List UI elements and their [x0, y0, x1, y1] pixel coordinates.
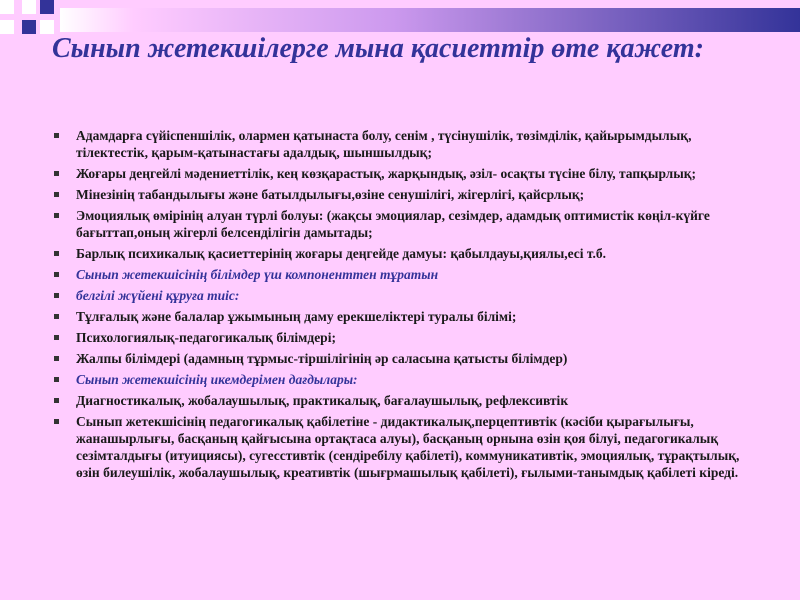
bullet-text: Барлық психикалық қасиеттерінің жоғары деңгейде дамуы: қабылдауы,қиялы,есі т.б. — [76, 246, 607, 261]
bullet-marker-icon — [54, 314, 59, 319]
bullet-marker-icon — [54, 335, 59, 340]
decor-square — [40, 0, 54, 14]
bullet-item — [52, 392, 762, 409]
bullet-item — [52, 245, 762, 262]
bullet-text: Сынып жетекшісінің педагогикалық қабілетіне - дидактикалық,перцептивтік (кәсіби қырағылығы, жанашырлығы, басқаның қайғысына ортақтаса алуы), басқаның орнына өзін қоя білуі, педагогикалық сезімталдығы (итуициясы), сугесстивтік (сендіребілу қабілеті), коммуникативтік, эмоциялық, тұрақтылық, өзін билеушілік, жобалаушылық, креативтік (шығрмашылық қабілеті), ғылыми-танымдық қабілеті кіреді. — [76, 414, 740, 480]
bullet-item — [52, 308, 762, 325]
bullet-item — [52, 207, 762, 241]
bullet-text: Сынып жетекшісінің білімдер үш компоненттен тұратын — [76, 267, 439, 282]
bullet-text: Тұлғалық және балалар ұжымының даму ерекшеліктері туралы білімі; — [76, 309, 517, 324]
bullet-item — [52, 350, 762, 367]
bullet-text: Сынып жетекшісінің икемдерімен дағдылары: — [76, 372, 358, 387]
bullet-text: Психологиялық-педагогикалық білімдері; — [76, 330, 336, 345]
bullet-item — [52, 413, 762, 481]
bullet-text: Мінезінің табандылығы және батылдылығы,өзіне сенушілігі, жігерлігі, қайсрлық; — [76, 187, 585, 202]
bullet-text: белгілі жүйені құруға тиіс: — [76, 288, 240, 303]
bullet-marker-icon — [54, 377, 59, 382]
bullet-text: Жоғары деңгейлі мәдениеттілік, кең көзқарастық, жарқындық, әзіл- осақты түсіне білу, тапқырлық; — [76, 166, 697, 181]
bullet-marker-icon — [54, 133, 59, 138]
bullet-item — [52, 371, 762, 388]
bullet-marker-icon — [54, 419, 59, 424]
bullet-marker-icon — [54, 272, 59, 277]
bullet-item — [52, 127, 762, 161]
slide-title: Сынып жетекшілерге мына қасиеттір өте қажет: — [52, 33, 704, 64]
bullet-text: Адамдарға сүйіспеншілік, олармен қатынаста болу, сенім , түсінушілік, төзімділік, қайырымдылық, тілектестік, қарым-қатынастағы адалдық, шыншылдық; — [76, 128, 692, 160]
decor-square — [22, 0, 36, 14]
bullet-marker-icon — [54, 213, 59, 218]
decor-square — [0, 20, 14, 34]
bullet-marker-icon — [54, 398, 59, 403]
bullet-marker-icon — [54, 192, 59, 197]
bullet-item — [52, 329, 762, 346]
gradient-band — [60, 8, 800, 32]
bullet-text: Диагностикалық, жобалаушылық, практикалық, бағалаушылық, рефлексивтік — [76, 393, 569, 408]
bullet-item — [52, 266, 762, 283]
bullet-marker-icon — [54, 251, 59, 256]
bullet-text: Жалпы білімдері (адамның тұрмыс-тіршілігінің әр саласына қатысты білімдер) — [76, 351, 568, 366]
bullet-list — [52, 127, 762, 485]
bullet-marker-icon — [54, 293, 59, 298]
decor-square — [22, 20, 36, 34]
bullet-marker-icon — [54, 356, 59, 361]
bullet-text: Эмоциялық өмірінің алуан түрлі болуы: (жақсы эмоциялар, сезімдер, адамдық оптимистік көңіл-күйге бағыттап,оның жігерлі белсенділігін дамытады; — [76, 208, 710, 240]
decor-square — [0, 0, 14, 14]
bullet-item — [52, 287, 762, 304]
bullet-item — [52, 186, 762, 203]
bullet-item — [52, 165, 762, 182]
bullet-marker-icon — [54, 171, 59, 176]
